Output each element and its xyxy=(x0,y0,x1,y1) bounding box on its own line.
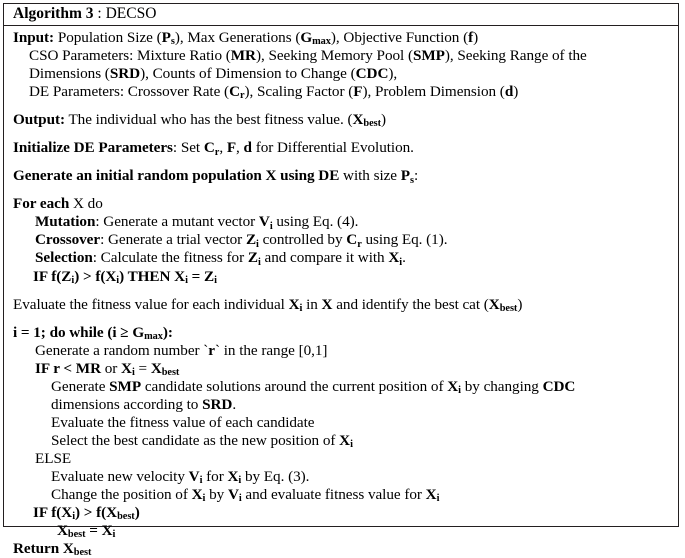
return-x-base: X xyxy=(62,540,74,558)
var-vi-sub: i xyxy=(269,220,273,232)
rand-text-a: Generate a random number ` xyxy=(35,341,209,359)
var-vel-xi-base: X xyxy=(227,467,239,485)
line-assign-xbest xyxy=(13,522,678,540)
dims-text-b: . xyxy=(232,395,237,413)
var-scaling-f: F xyxy=(353,83,363,101)
var-cr-sub: r xyxy=(239,90,245,102)
if-mr-b: or xyxy=(101,359,122,377)
var-smp: SMP xyxy=(412,47,445,65)
var-zi xyxy=(246,231,259,248)
selection-label: Selection xyxy=(35,249,93,267)
line-for-each xyxy=(13,195,678,213)
dims-text-a: dimensions according to xyxy=(51,395,203,413)
init-comma-1: , xyxy=(219,139,227,157)
var-gen-ps-sub: s xyxy=(410,174,414,186)
line-if-mr xyxy=(13,360,678,378)
var-ps xyxy=(162,29,175,46)
var-change-x1-base: X xyxy=(191,486,203,504)
eval-text-c: and identify the best cat ( xyxy=(332,295,489,313)
smp-text-b: candidate solutions around the current position of xyxy=(141,377,448,395)
var-zi-sub: i xyxy=(256,238,259,250)
input-text-d: ) xyxy=(473,29,479,46)
line-cso-params-1 xyxy=(13,47,678,65)
de-text-c: ), Problem Dimension ( xyxy=(362,83,505,101)
var-r: r xyxy=(208,341,215,359)
line-do-while xyxy=(13,324,678,342)
var-change-v-sub: i xyxy=(238,493,242,505)
var-cr-base: C xyxy=(229,83,240,101)
line-change-position xyxy=(13,486,678,504)
if-best-c: ) xyxy=(134,504,140,522)
var-change-x1 xyxy=(192,486,206,503)
var-smp-2: SMP xyxy=(109,377,142,395)
var-srd-2: SRD xyxy=(202,395,233,413)
var-select-xi xyxy=(339,432,353,449)
var-d: d xyxy=(504,83,514,101)
if-mr-a: IF r < xyxy=(35,359,76,377)
crossover-label: Crossover xyxy=(35,231,101,249)
assign-expression xyxy=(57,522,115,539)
var-gen-ps xyxy=(401,167,414,184)
var-vel-xi-sub: i xyxy=(238,475,242,487)
if-best-b: ) > f( xyxy=(75,504,107,522)
var-vi xyxy=(259,213,273,230)
input-text-c: ), Objective Function ( xyxy=(330,29,469,46)
generate-label: Generate an initial random population X using DE xyxy=(13,167,340,185)
line-output xyxy=(13,111,678,129)
var-sel-zi-base: Z xyxy=(247,249,258,267)
do-while-gmax-sub: max xyxy=(144,330,163,342)
var-gmax-sub: max xyxy=(312,36,331,48)
var-cdc-2: CDC xyxy=(542,377,576,395)
line-mutation xyxy=(13,213,678,231)
line-evaluate-fitness xyxy=(13,296,678,314)
select-best-text-a: Select the best candidate as the new position of xyxy=(51,431,340,449)
velocity-text-a: Evaluate new velocity xyxy=(51,467,189,485)
var-sel-zi xyxy=(248,249,261,266)
initialize-label: Initialize DE Parameters xyxy=(13,139,173,157)
var-xbest xyxy=(352,111,381,128)
output-text-b: ) xyxy=(380,111,386,129)
algorithm-header-separator: : xyxy=(93,5,106,22)
line-initialize xyxy=(13,139,678,157)
var-cr xyxy=(229,83,244,100)
var-eval-xbest-sub: best xyxy=(499,302,518,314)
line-cso-params-2 xyxy=(13,65,678,83)
if-sel-x1: X xyxy=(105,267,117,285)
var-eval-xi-sub: i xyxy=(299,302,303,314)
if-sel-c: ) THEN xyxy=(119,267,175,285)
if-sel-d: = xyxy=(187,267,205,285)
eval-text-b: in xyxy=(302,295,322,313)
eval-text-d: ) xyxy=(517,295,523,313)
line-evaluate-candidates: Evaluate the fitness value of each candidate xyxy=(51,413,315,431)
if-sel-z1: Z xyxy=(61,267,72,285)
smp-text-c: by changing xyxy=(460,377,543,395)
var-change-x2-base: X xyxy=(425,486,437,504)
var-eval-xi-base: X xyxy=(288,295,300,313)
var-sel-zi-sub: i xyxy=(257,256,261,268)
algorithm-number: Algorithm 3 xyxy=(13,5,94,22)
crossover-text-a: : Generate a trial vector xyxy=(100,231,246,249)
line-selection xyxy=(13,249,678,267)
var-f: f xyxy=(468,29,474,46)
var-init-cr xyxy=(204,139,219,156)
var-sel-xi-base: X xyxy=(388,249,400,267)
if-sel-x2-sub: i xyxy=(185,274,188,286)
if-mr-x-sub: i xyxy=(131,366,135,378)
crossover-text-c: using Eq. (1). xyxy=(361,231,448,249)
rand-text-b: ` in the range [0,1] xyxy=(214,341,328,359)
var-sel-xi-sub: i xyxy=(399,256,403,268)
do-while-gmax: G xyxy=(132,323,145,341)
var-smp-xi-base: X xyxy=(447,377,459,395)
selection-text-c: . xyxy=(402,249,406,267)
if-sel-z1-sub: i xyxy=(71,274,75,286)
input-text-a: Population Size ( xyxy=(54,29,162,46)
var-eval-xbest-base: X xyxy=(488,295,500,313)
input-label: Input: xyxy=(13,29,55,46)
var-gen-ps-base: P xyxy=(400,167,410,185)
line-input xyxy=(13,29,678,47)
mutation-label: Mutation xyxy=(35,213,96,231)
var-sel-xi xyxy=(388,249,402,266)
gen-text-b: : xyxy=(413,167,419,185)
if-sel-z2: Z xyxy=(204,267,215,285)
init-text-b: for Differential Evolution. xyxy=(251,139,414,157)
if-sel-x2: X xyxy=(174,267,186,285)
assign-eq: = xyxy=(85,522,102,540)
var-cross-cr xyxy=(346,231,361,248)
var-cross-cr-base: C xyxy=(346,231,358,249)
init-text-a: : Set xyxy=(172,139,204,157)
cso2-text-a: Dimensions ( xyxy=(29,65,110,83)
if-sel-a: IF f( xyxy=(33,267,62,285)
if-sel-x1-sub: i xyxy=(116,274,120,286)
line-else: ELSE xyxy=(35,449,72,467)
mutation-text-b: using Eq. (4). xyxy=(272,213,359,231)
var-vel-xi xyxy=(227,468,241,485)
de-text-b: ), Scaling Factor ( xyxy=(244,83,354,101)
var-change-v xyxy=(228,486,242,503)
var-vel-vi-sub: i xyxy=(199,475,203,487)
eval-text-a: Evaluate the fitness value for each individual xyxy=(13,295,289,313)
if-best-x-sub: i xyxy=(72,511,76,523)
assign-x-base: X xyxy=(101,522,113,540)
line-generate-population xyxy=(13,167,678,185)
line-random-number xyxy=(13,342,678,360)
algorithm-name: DECSO xyxy=(105,5,157,22)
velocity-text-b: for xyxy=(202,467,228,485)
if-mr-c: = xyxy=(134,359,151,377)
var-init-d: d xyxy=(243,139,252,157)
var-cross-cr-sub: r xyxy=(357,238,362,250)
line-if-best xyxy=(13,504,678,522)
var-cdc: CDC xyxy=(355,65,389,83)
selection-text-a: : Calculate the fitness for xyxy=(92,249,248,267)
if-sel-z2-sub: i xyxy=(214,274,217,286)
var-xbest-sub: best xyxy=(363,118,381,130)
var-init-f: F xyxy=(226,139,237,157)
cso-text-a: CSO Parameters: Mixture Ratio ( xyxy=(29,47,231,65)
output-label: Output: xyxy=(13,111,65,129)
var-change-x1-sub: i xyxy=(202,493,206,505)
if-best-a: IF f( xyxy=(33,504,62,522)
line-de-params xyxy=(13,83,678,101)
if-best-x: X xyxy=(61,504,73,522)
input-text-b: ), Max Generations ( xyxy=(174,29,301,46)
var-eval-xi xyxy=(289,296,303,313)
velocity-text-c: by Eq. (3). xyxy=(241,467,310,485)
return-label: Return xyxy=(13,540,63,558)
line-select-best-candidate xyxy=(13,432,678,450)
algorithm-body xyxy=(4,26,678,558)
if-best-xbest-sub: best xyxy=(117,511,135,523)
var-eval-X: X xyxy=(321,295,333,313)
change-text-a: Change the position of xyxy=(51,486,192,504)
cso-text-b: ), Seeking Memory Pool ( xyxy=(255,47,413,65)
if-mr-var: MR xyxy=(75,359,101,377)
cso2-text-c: ), xyxy=(388,65,398,83)
algorithm-header xyxy=(4,4,678,26)
var-smp-xi xyxy=(447,378,461,395)
line-dimensions-srd xyxy=(13,396,678,414)
line-return xyxy=(13,540,678,558)
var-eval-xbest xyxy=(489,296,518,313)
line-generate-smp xyxy=(13,378,678,396)
change-text-c: and evaluate fitness value for xyxy=(241,486,426,504)
var-change-x2-sub: i xyxy=(436,493,440,505)
assign-xbest-sub: best xyxy=(67,529,86,541)
for-each-label: For each xyxy=(13,195,70,213)
var-smp-xi-sub: i xyxy=(458,385,461,397)
var-select-xi-sub: i xyxy=(350,439,353,451)
mutation-text-a: : Generate a mutant vector xyxy=(95,213,259,231)
var-vi-base: V xyxy=(258,213,270,231)
var-srd: SRD xyxy=(109,65,141,83)
assign-xbest-base: X xyxy=(57,522,68,540)
cso2-text-b: ), Counts of Dimension to Change ( xyxy=(140,65,356,83)
de-text-d: ) xyxy=(513,83,519,101)
init-comma-2: , xyxy=(236,139,244,157)
line-if-selection xyxy=(13,268,678,286)
var-gmax-base: G xyxy=(300,29,313,46)
var-select-xi-base: X xyxy=(339,431,351,449)
line-evaluate-velocity xyxy=(13,468,678,486)
var-vel-vi-base: V xyxy=(188,467,200,485)
assign-x-sub: i xyxy=(112,529,116,541)
gen-text-a: with size xyxy=(339,167,401,185)
var-zi-base: Z xyxy=(245,231,257,249)
selection-text-b: and compare it with xyxy=(260,249,389,267)
var-xbest-base: X xyxy=(352,111,364,129)
if-sel-b: ) > f( xyxy=(74,267,106,285)
smp-text-a: Generate xyxy=(51,377,110,395)
do-while-expression xyxy=(13,324,173,341)
var-change-v-base: V xyxy=(227,486,239,504)
var-vel-vi xyxy=(189,468,203,485)
if-mr-expression xyxy=(35,360,179,377)
line-crossover xyxy=(13,231,678,249)
if-mr-x: X xyxy=(121,359,132,377)
if-mr-xbest-sub: best xyxy=(161,366,180,378)
var-mr: MR xyxy=(230,47,256,65)
output-text-a: The individual who has the best fitness value. ( xyxy=(64,111,353,129)
for-each-text: X do xyxy=(69,195,103,213)
do-while-a: i = 1; do while (i ≥ xyxy=(13,323,133,341)
if-selection-expression xyxy=(33,268,217,285)
return-expression xyxy=(13,540,91,557)
change-text-b: by xyxy=(205,486,228,504)
return-x-sub: best xyxy=(73,547,92,558)
var-init-cr-base: C xyxy=(203,139,215,157)
var-ps-sub: s xyxy=(170,36,175,48)
if-best-expression xyxy=(33,504,140,521)
do-while-b: ): xyxy=(162,323,173,341)
var-init-cr-sub: r xyxy=(214,146,220,158)
var-ps-base: P xyxy=(161,29,171,46)
crossover-text-b: controlled by xyxy=(258,231,347,249)
cso-text-c: ), Seeking Range of the xyxy=(444,47,587,65)
if-mr-xbest: X xyxy=(150,359,162,377)
de-text-a: DE Parameters: Crossover Rate ( xyxy=(29,83,230,101)
var-change-x2 xyxy=(426,486,440,503)
var-gmax xyxy=(300,29,331,46)
algorithm-box xyxy=(3,3,679,558)
if-best-xbest: X xyxy=(106,504,118,522)
